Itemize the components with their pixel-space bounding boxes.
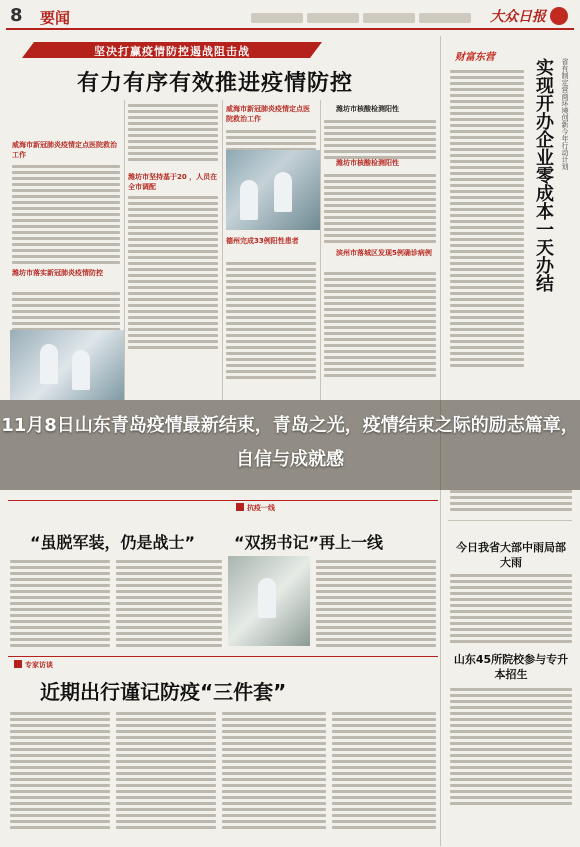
article-text — [450, 574, 572, 646]
article-text — [128, 196, 218, 352]
vertical-subheadline: 省有制定营商环境创新今年行动计划 — [561, 58, 569, 170]
main-headline: 有力有序有效推进疫情防控 — [76, 71, 353, 96]
vertical-headline: 实现开办企业零成本一天办结 — [533, 58, 554, 292]
banner-title: 坚决打赢疫情防控遏战阻击战 — [94, 45, 250, 58]
article-text — [226, 262, 316, 382]
article-text — [332, 712, 436, 832]
article-headline: 近期出行谨记防疫“三件套” — [40, 680, 287, 704]
sub-headline: 威海市新冠肺炎疫情定点医院救治工作 — [12, 141, 117, 159]
article-text — [324, 174, 436, 246]
section-name: 要闻 — [40, 9, 71, 27]
article-text — [10, 712, 110, 832]
sub-headline: 滨州市落城区发现5例确诊病例 — [336, 249, 432, 257]
sub-headline: 潍坊市核酸检测阳性 — [336, 105, 399, 113]
overlay-title: 11月8日山东青岛疫情最新结束，青岛之光，疫情结束之际的励志篇章，自信与成就感 — [1, 415, 579, 470]
article-text — [222, 712, 326, 832]
article-text — [324, 272, 436, 380]
side-headline: 山东45所院校参与专升本招生 — [453, 653, 569, 681]
sub-headline: 潍坊市坚持基于20 ，人员在全市调配 — [128, 173, 218, 191]
article-text — [12, 165, 120, 267]
article-text — [324, 120, 436, 162]
column-divider — [320, 100, 321, 400]
article-text — [116, 712, 216, 832]
masthead-ad-strip — [251, 8, 491, 22]
side-headline: 今日我省大部中雨局部大雨 — [456, 541, 566, 569]
article-text — [116, 560, 222, 650]
paper-emblem-icon — [550, 7, 568, 25]
news-photo — [226, 150, 320, 230]
article-text — [316, 560, 436, 650]
news-photo — [228, 556, 310, 646]
section-rule — [8, 656, 438, 657]
section-rule — [448, 520, 572, 521]
right-column-logo: 财富东营 — [455, 52, 495, 63]
article-text — [450, 490, 572, 514]
article-headline: “双拐书记”再上一线 — [234, 533, 384, 552]
news-photo — [10, 330, 124, 400]
section-label: 专家访谈 — [14, 660, 53, 670]
article-headline: “虽脱军装，仍是战士” — [30, 533, 196, 552]
sub-headline: 德州完成33例阳性患者 — [226, 237, 299, 245]
article-text — [450, 688, 572, 808]
article-text — [450, 70, 524, 370]
paper-logo: 大众日报 — [490, 9, 546, 25]
section-rule — [8, 500, 438, 501]
column-divider — [124, 100, 125, 400]
article-text — [128, 104, 218, 164]
sub-headline: 威海市新冠肺炎疫情定点医院救治工作 — [226, 105, 310, 123]
article-text — [10, 560, 110, 650]
masthead — [6, 4, 574, 30]
sub-headline: 潍坊市核酸检测阳性 — [336, 159, 399, 167]
page-number: 8 — [10, 5, 23, 26]
sub-headline: 潍坊市落实新冠肺炎疫情防控 — [12, 269, 103, 277]
column-divider — [222, 100, 223, 400]
section-label: 抗疫一线 — [236, 503, 275, 513]
